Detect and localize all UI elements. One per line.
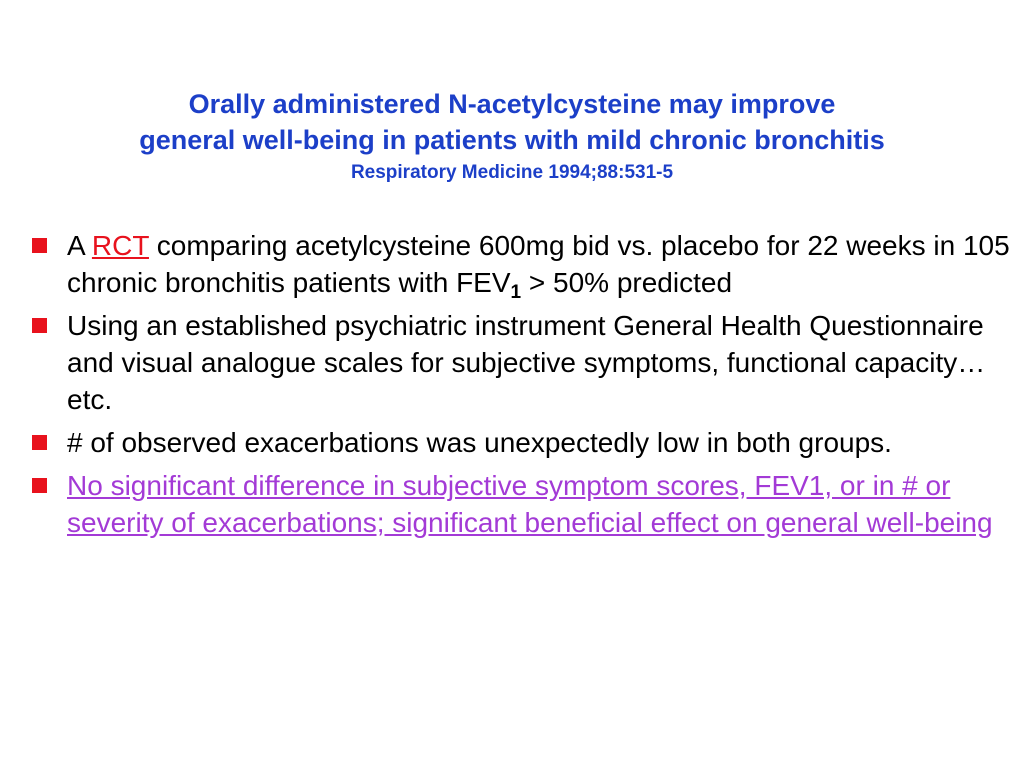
square-bullet-icon — [32, 435, 47, 450]
square-bullet-icon — [32, 478, 47, 493]
rct-link[interactable]: RCT — [91, 230, 149, 261]
square-bullet-icon — [32, 238, 47, 253]
bullet-text-continued: > 50% predicted — [521, 267, 733, 298]
slide-title-line-2: general well-being in patients with mild chronic bronchitis — [139, 125, 885, 155]
square-bullet-icon — [32, 318, 47, 333]
bullet-text: # of observed exacerbations was unexpectedly low in both groups. — [67, 427, 892, 458]
bullet-list — [28, 227, 1018, 547]
conclusion-link[interactable]: No significant difference in subjective symptom scores, FEV1, or in # or severity of exacerbations; significant beneficial effect on general well-being — [67, 470, 993, 538]
bullet-item-conclusion — [28, 467, 1018, 541]
bullet-item-exacerbations — [28, 424, 1018, 461]
slide-title-block — [0, 86, 1024, 188]
bullet-text: Using an established psychiatric instrument General Health Questionnaire and visual analogue scales for subjective symptoms, functional capacity…etc. — [67, 310, 986, 415]
bullet-item-rct — [28, 227, 1018, 301]
bullet-text: comparing acetylcysteine 600mg bid vs. placebo for 22 weeks in 105 chronic bronchitis patients with FEV — [67, 230, 1010, 298]
citation: Respiratory Medicine 1994;88:531-5 — [350, 162, 674, 183]
slide-title-line-1: Orally administered N-acetylcysteine may improve — [188, 89, 836, 119]
bullet-item-instrument — [28, 307, 1018, 418]
bullet-prefix: A — [67, 230, 85, 261]
fev-subscript: 1 — [510, 282, 522, 303]
